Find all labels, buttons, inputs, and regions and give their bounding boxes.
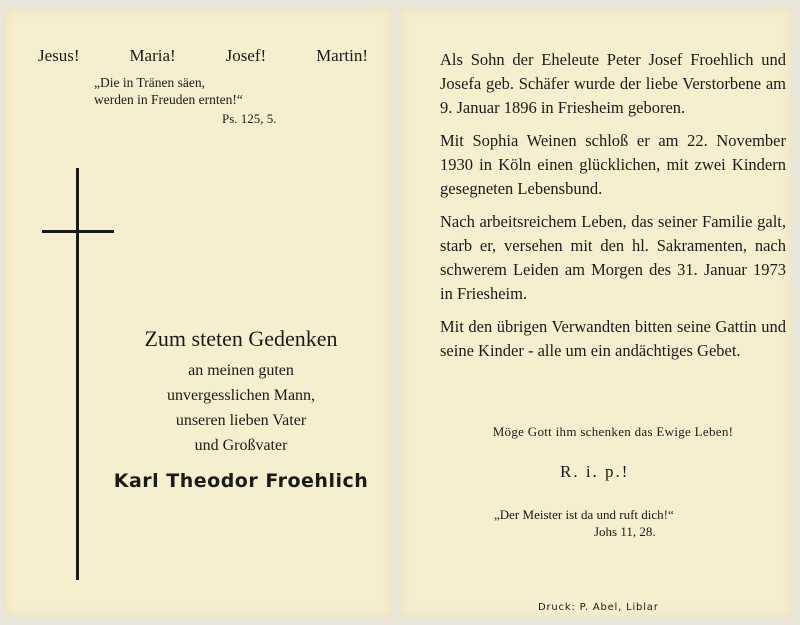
psalm-motto xyxy=(94,74,324,108)
header-names xyxy=(38,46,368,66)
memorial-title: Zum steten Gedenken xyxy=(144,326,338,351)
motto-reference: Ps. 125, 5. xyxy=(222,111,277,126)
header-name-maria: Maria! xyxy=(129,46,176,65)
rip-line: R. i. p.! xyxy=(560,462,630,481)
cross-icon-bar xyxy=(42,230,114,233)
memorial-line: unseren lieben Vater xyxy=(175,412,307,429)
memorial-line: an meinen guten xyxy=(188,362,294,379)
blessing-line: Möge Gott ihm schenken das Ewige Leben! xyxy=(492,424,734,439)
right-card-panel xyxy=(400,8,792,618)
biography-paragraph: Mit Sophia Weinen schloß er am 22. November 1930 in Köln einen glücklichen, mit zwei Kindern gesegneten Lebensbund. xyxy=(440,131,786,198)
header-name-josef: Josef! xyxy=(225,46,267,65)
closing-quote-block xyxy=(494,506,764,540)
printer-credit: Druck: P. Abel, Liblar xyxy=(538,602,659,613)
left-card-panel xyxy=(4,8,392,618)
motto-line: „Die in Tränen säen, xyxy=(94,75,205,90)
memorial-line: unvergesslichen Mann, xyxy=(166,387,316,404)
header-name-martin: Martin! xyxy=(316,46,368,65)
biography xyxy=(440,48,786,372)
biography-paragraph: Mit den übrigen Verwandten bitten seine Gattin und seine Kinder - alle um ein andächtiges Gebet. xyxy=(440,317,786,360)
memorial-line: und Großvater xyxy=(194,437,288,454)
deceased-name: Karl Theodor Froehlich xyxy=(113,470,369,492)
header-name-jesus: Jesus! xyxy=(38,46,80,65)
biography-paragraph: Als Sohn der Eheleute Peter Josef Froehlich und Josefa geb. Schäfer wurde der liebe Verstorbene am 9. Januar 1896 in Friesheim geboren. xyxy=(440,50,786,117)
closing-reference: Johs 11, 28. xyxy=(594,524,656,539)
motto-line: werden in Freuden ernten!“ xyxy=(94,92,243,107)
closing-quote: „Der Meister ist da und ruft dich!“ xyxy=(494,507,674,522)
memorial-block xyxy=(98,326,384,492)
biography-paragraph: Nach arbeitsreichem Leben, das seiner Familie galt, starb er, versehen mit den hl. Sakramenten, nach schwerem Leiden am Morgen des 31. Januar 1973 in Friesheim. xyxy=(440,212,786,303)
